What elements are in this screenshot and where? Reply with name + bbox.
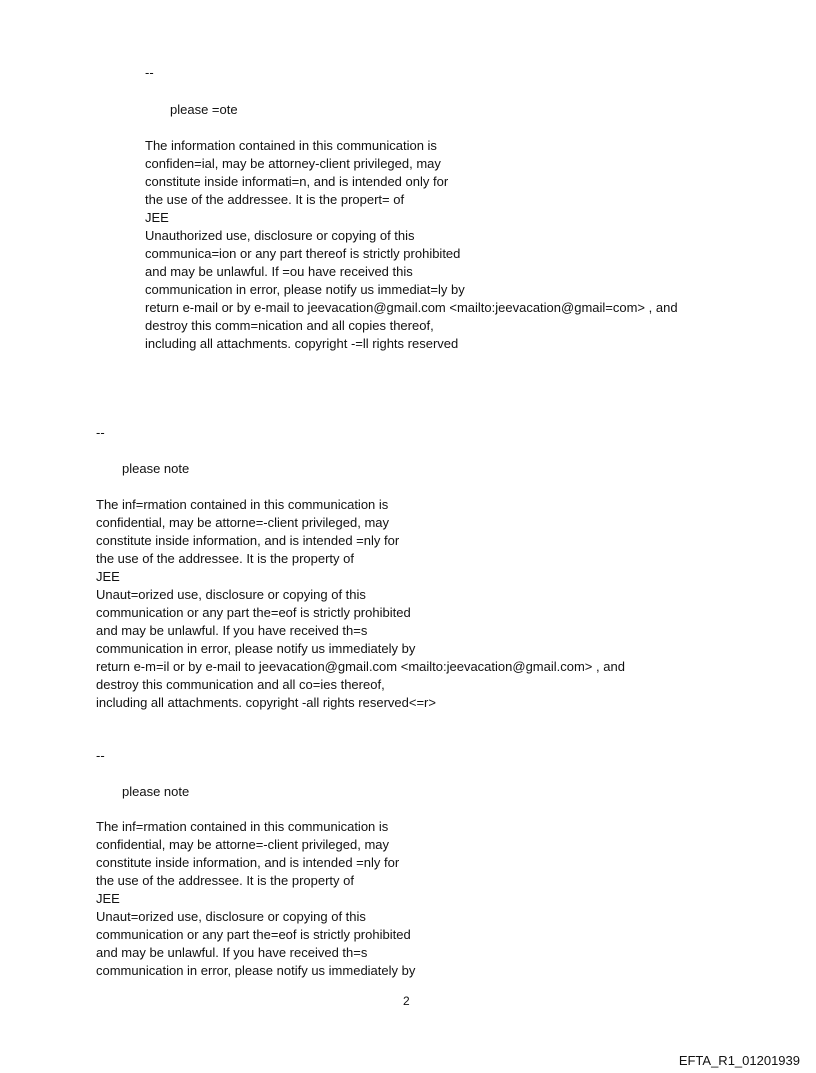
section-3-line: Unaut=orized use, disclosure or copying of this [96,909,366,924]
section-1-line: return e-mail or by e-mail to jeevacation@gmail.com <mailto:jeevacation@gmail=com> , and [145,300,678,315]
section-1-line: communication in error, please notify us immediat=ly by [145,282,465,297]
document-id: EFTA_R1_01201939 [678,1053,800,1068]
section-3-line: constitute inside information, and is intended =nly for [96,855,400,870]
section-3-line: communication in error, please notify us immediately by [96,963,416,978]
section-2-line: confidential, may be attorne=-client privileged, may [96,515,390,530]
section-1-separator: -- [145,65,154,80]
section-1-line: constitute inside informati=n, and is intended only for [145,174,449,189]
section-1-line: and may be unlawful. If =ou have received this [145,264,413,279]
section-2-line: The inf=rmation contained in this communication is [96,497,389,512]
section-1-line: The information contained in this communication is [145,138,437,153]
section-3-disclaimer [96,818,415,980]
section-2-line: the use of the addressee. It is the property of [96,551,354,566]
section-3-line: The inf=rmation contained in this communication is [96,819,389,834]
section-2-line: communication or any part the=eof is strictly prohibited [96,605,411,620]
section-3-line: the use of the addressee. It is the property of [96,873,354,888]
section-1-line: the use of the addressee. It is the propert= of [145,192,405,207]
section-1-note-heading: please =ote [170,102,238,117]
section-1-line: including all attachments. copyright -=ll rights reserved [145,336,459,351]
section-3-line: JEE [96,891,120,906]
section-2-line: destroy this communication and all co=ies thereof, [96,677,385,692]
section-2-note-heading: please note [122,461,190,476]
section-2-separator: -- [96,425,105,440]
section-2-line: return e-m=il or by e-mail to jeevacation@gmail.com <mailto:jeevacation@gmail.com> , and [96,659,625,674]
section-2-line: communication in error, please notify us immediately by [96,641,416,656]
section-2-line: and may be unlawful. If you have received th=s [96,623,368,638]
section-2-line: JEE [96,569,120,584]
section-1-line: communica=ion or any part thereof is strictly prohibited [145,246,461,261]
section-3-note-heading: please note [122,784,190,799]
section-2-line: Unaut=orized use, disclosure or copying of this [96,587,366,602]
section-1-line: JEE [145,210,169,225]
section-2-line: constitute inside information, and is intended =nly for [96,533,400,548]
section-2-disclaimer [96,496,625,712]
section-3-separator: -- [96,748,105,763]
section-2-line: including all attachments. copyright -all rights reserved<=r> [96,695,436,710]
section-1-line: confiden=ial, may be attorney-client privileged, may [145,156,441,171]
page-number: 2 [403,994,410,1008]
section-3-line: confidential, may be attorne=-client privileged, may [96,837,390,852]
section-1-line: Unauthorized use, disclosure or copying of this [145,228,415,243]
section-3-line: and may be unlawful. If you have received th=s [96,945,368,960]
section-1-line: destroy this comm=nication and all copies thereof, [145,318,434,333]
section-3-line: communication or any part the=eof is strictly prohibited [96,927,411,942]
section-1-disclaimer [145,137,678,353]
